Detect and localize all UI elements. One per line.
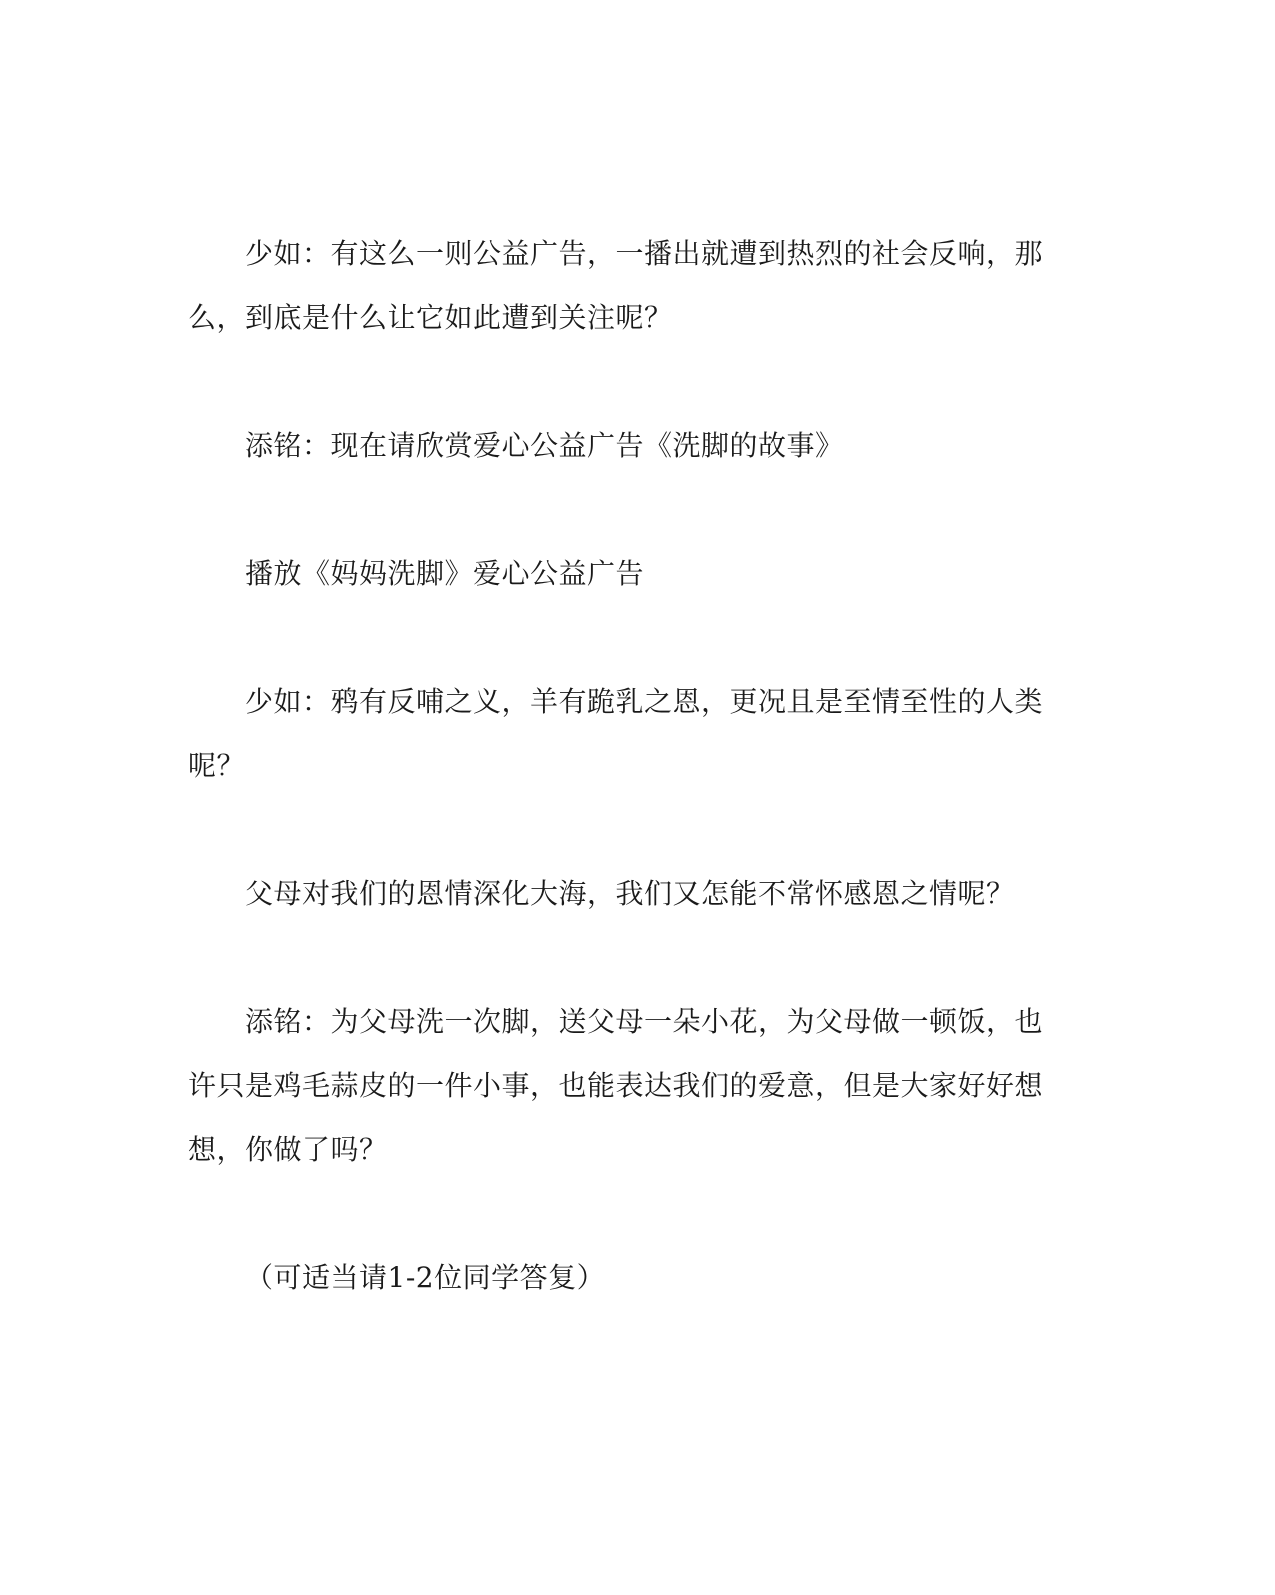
paragraph-stage-note: （可适当请1-2位同学答复） xyxy=(245,1261,606,1294)
paragraph-play-ad: 播放《妈妈洗脚》爱心公益广告 xyxy=(245,557,645,590)
paragraph-tianming-invite: 添铭：现在请欣赏爱心公益广告《洗脚的故事》 xyxy=(245,429,844,462)
paragraph-shaoru-gratitude: 少如：鸦有反哺之义，羊有跪乳之恩，更况且是至情至性的人类呢？ xyxy=(188,685,1044,782)
paragraph-parents-kindness: 父母对我们的恩情深化大海，我们又怎能不常怀感恩之情呢？ xyxy=(245,877,1015,910)
paragraph-tianming-question: 添铭：为父母洗一次脚，送父母一朵小花，为父母做一顿饭，也许只是鸡毛蒜皮的一件小事，也能表达我们的爱意，但是大家好好想想，你做了吗？ xyxy=(188,1005,1044,1166)
paragraph-shaoru-intro: 少如：有这么一则公益广告，一播出就遭到热烈的社会反响，那么，到底是什么让它如此遭到关注呢？ xyxy=(188,237,1044,334)
